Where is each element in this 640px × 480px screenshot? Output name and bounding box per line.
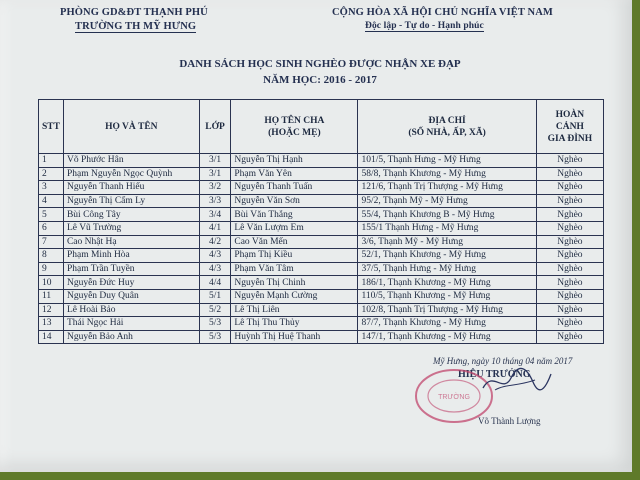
table-row: [39, 289, 604, 303]
cell-status: Nghèo: [536, 317, 603, 331]
cell-student-name: Lê Hoài Bảo: [63, 303, 199, 317]
table-header-row: [39, 100, 604, 154]
students-table: [38, 99, 604, 344]
cell-parent-name: Phạm Văn Tâm: [231, 262, 358, 276]
cell-student-name: Nguyễn Bảo Anh: [63, 330, 199, 344]
header-school-text: TRƯỜNG TH MỸ HƯNG: [75, 21, 197, 32]
table-row: [39, 235, 604, 249]
cell-address: 155/1 Thạnh Hưng - Mỹ Hưng: [358, 221, 536, 235]
cell-stt: 2: [39, 167, 64, 181]
cell-address: 110/5, Thạnh Khương - Mỹ Hưng: [358, 289, 536, 303]
cell-student-name: Lê Vũ Trường: [63, 221, 199, 235]
cell-parent-name: Nguyễn Thị Chinh: [231, 276, 358, 290]
col-header-class: LỚP: [199, 100, 231, 154]
table-row: [39, 249, 604, 263]
cell-parent-name: Bùi Văn Thắng: [231, 208, 358, 222]
cell-student-name: Thái Ngọc Hải: [63, 317, 199, 331]
cell-address: 121/6, Thạnh Trị Thượng - Mỹ Hưng: [358, 181, 536, 195]
cell-status: Nghèo: [536, 208, 603, 222]
cell-parent-name: Phạm Thị Kiều: [231, 249, 358, 263]
cell-class: 5/3: [199, 317, 231, 331]
title-line2: NĂM HỌC: 2016 - 2017: [263, 74, 377, 86]
cell-address: 186/1, Thạnh Khương - Mỹ Hưng: [358, 276, 536, 290]
cell-parent-name: Nguyễn Thị Hạnh: [231, 154, 358, 168]
cell-address: 52/1, Thạnh Khương - Mỹ Hưng: [358, 249, 536, 263]
table-row: [39, 208, 604, 222]
cell-status: Nghèo: [536, 262, 603, 276]
cell-class: 3/1: [199, 154, 231, 168]
cell-status: Nghèo: [536, 249, 603, 263]
cell-address: 101/5, Thạnh Hưng - Mỹ Hưng: [358, 154, 536, 168]
cell-class: 3/3: [199, 194, 231, 208]
cell-stt: 7: [39, 235, 64, 249]
title-line1: DANH SÁCH HỌC SINH NGHÈO ĐƯỢC NHẬN XE ĐẠP: [179, 58, 461, 70]
cell-stt: 14: [39, 330, 64, 344]
table-row: [39, 330, 604, 344]
cell-status: Nghèo: [536, 303, 603, 317]
cell-class: 4/3: [199, 262, 231, 276]
col-header-name: HỌ VÀ TÊN: [63, 100, 199, 154]
cell-stt: 8: [39, 249, 64, 263]
cell-address: 58/8, Thạnh Khương - Mỹ Hưng: [358, 167, 536, 181]
table-row: [39, 154, 604, 168]
cell-status: Nghèo: [536, 181, 603, 195]
cell-class: 5/3: [199, 330, 231, 344]
cell-stt: 11: [39, 289, 64, 303]
table-row: [39, 317, 604, 331]
cell-parent-name: Nguyễn Thanh Tuấn: [231, 181, 358, 195]
signature-date: Mỹ Hưng, ngày 10 tháng 04 năm 2017: [433, 356, 573, 366]
table-row: [39, 194, 604, 208]
table-body: [39, 154, 604, 344]
signer-title: HIỆU TRƯỞNG: [458, 369, 531, 380]
cell-class: 5/1: [199, 289, 231, 303]
col-header-address: ĐỊA CHỈ (SỐ NHÀ, ẤP, XÃ): [358, 100, 536, 154]
header-motto-text: Độc lập - Tự do - Hạnh phúc: [365, 21, 484, 31]
header-motto: [365, 21, 484, 31]
cell-class: 3/2: [199, 181, 231, 195]
cell-parent-name: Lê Văn Lượm Em: [231, 221, 358, 235]
cell-stt: 3: [39, 181, 64, 195]
handwritten-signature: [475, 360, 555, 400]
cell-status: Nghèo: [536, 330, 603, 344]
cell-student-name: Phạm Minh Hòa: [63, 249, 199, 263]
cell-student-name: Phạm Trần Tuyền: [63, 262, 199, 276]
cell-student-name: Nguyễn Thanh Hiếu: [63, 181, 199, 195]
cell-status: Nghèo: [536, 221, 603, 235]
table-row: [39, 221, 604, 235]
cell-stt: 4: [39, 194, 64, 208]
cell-class: 5/2: [199, 303, 231, 317]
cell-address: 95/2, Thạnh Mỹ - Mỹ Hưng: [358, 194, 536, 208]
cell-parent-name: Lê Thị Thu Thủy: [231, 317, 358, 331]
header-department: PHÒNG GD&ĐT THẠNH PHÚ: [60, 7, 208, 18]
cell-parent-name: Huỳnh Thị Huệ Thanh: [231, 330, 358, 344]
cell-student-name: Cao Nhật Hạ: [63, 235, 199, 249]
cell-parent-name: Phạm Văn Yên: [231, 167, 358, 181]
cell-address: 37/5, Thạnh Hưng - Mỹ Hưng: [358, 262, 536, 276]
cell-address: 147/1, Thạnh Khương - Mỹ Hưng: [358, 330, 536, 344]
header-school: [75, 21, 196, 32]
cell-class: 4/2: [199, 235, 231, 249]
cell-stt: 1: [39, 154, 64, 168]
cell-student-name: Nguyễn Thị Cẩm Ly: [63, 194, 199, 208]
col-header-parent: HỌ TÊN CHA (HOẶC MẸ): [231, 100, 358, 154]
cell-stt: 12: [39, 303, 64, 317]
cell-parent-name: Lê Thị Liên: [231, 303, 358, 317]
cell-student-name: Võ Phước Hân: [63, 154, 199, 168]
cell-address: 87/7, Thạnh Khương - Mỹ Hưng: [358, 317, 536, 331]
cell-class: 3/1: [199, 167, 231, 181]
cell-class: 3/4: [199, 208, 231, 222]
table-row: [39, 262, 604, 276]
table-row: [39, 276, 604, 290]
cell-student-name: Bùi Công Tây: [63, 208, 199, 222]
table-row: [39, 167, 604, 181]
cell-student-name: Phạm Nguyễn Ngọc Quỳnh: [63, 167, 199, 181]
document-title: [150, 56, 490, 88]
table-row: [39, 181, 604, 195]
cell-class: 4/3: [199, 249, 231, 263]
cell-address: 55/4, Thạnh Khương B - Mỹ Hưng: [358, 208, 536, 222]
cell-status: Nghèo: [536, 289, 603, 303]
svg-text:TRƯỜNG: TRƯỜNG: [438, 394, 470, 401]
cell-parent-name: Nguyễn Mạnh Cường: [231, 289, 358, 303]
cell-status: Nghèo: [536, 167, 603, 181]
signer-name: Võ Thành Lượng: [478, 416, 541, 426]
table-row: [39, 303, 604, 317]
cell-address: 102/8, Thạnh Trị Thượng - Mỹ Hưng: [358, 303, 536, 317]
cell-class: 4/4: [199, 276, 231, 290]
cell-parent-name: Nguyễn Văn Sơn: [231, 194, 358, 208]
cell-class: 4/1: [199, 221, 231, 235]
cell-status: Nghèo: [536, 276, 603, 290]
cell-stt: 13: [39, 317, 64, 331]
cell-student-name: Nguyễn Đức Huy: [63, 276, 199, 290]
cell-stt: 10: [39, 276, 64, 290]
cell-status: Nghèo: [536, 154, 603, 168]
cell-status: Nghèo: [536, 194, 603, 208]
col-header-status: HOÀN CẢNH GIA ĐÌNH: [536, 100, 603, 154]
header-country: CỘNG HÒA XÃ HỘI CHỦ NGHĨA VIỆT NAM: [332, 7, 553, 18]
cell-stt: 6: [39, 221, 64, 235]
cell-parent-name: Cao Văn Mến: [231, 235, 358, 249]
cell-address: 3/6, Thạnh Mỹ - Mỹ Hưng: [358, 235, 536, 249]
cell-stt: 9: [39, 262, 64, 276]
cell-status: Nghèo: [536, 235, 603, 249]
cell-student-name: Nguyễn Duy Quân: [63, 289, 199, 303]
cell-stt: 5: [39, 208, 64, 222]
col-header-stt: STT: [39, 100, 64, 154]
